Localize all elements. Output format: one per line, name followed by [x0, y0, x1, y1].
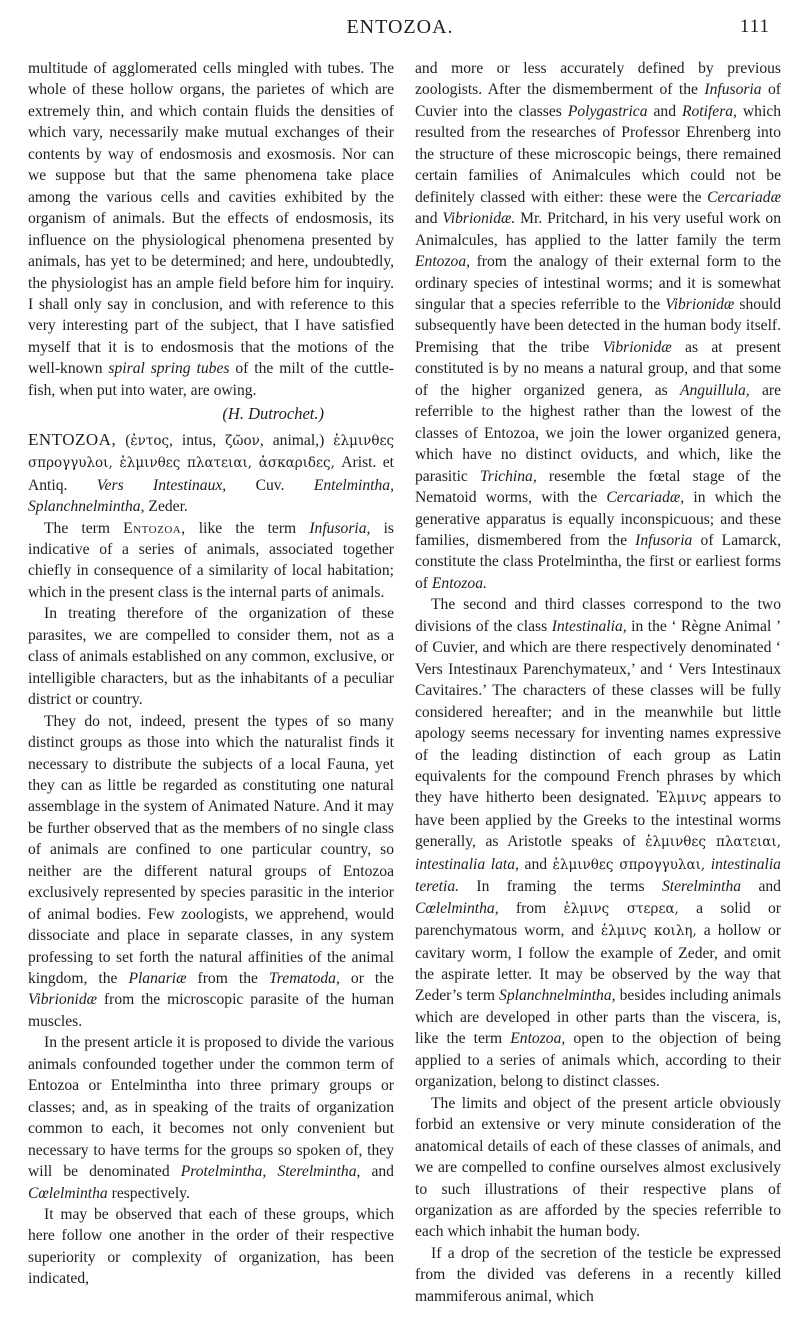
right-column — [415, 58, 781, 1307]
left-column — [28, 58, 394, 1290]
paragraph: In treating therefore of the organization of these parasites, we are compelled to consider them, not as a class of animals established on any common, exclusive, or intelligible characters, but as the inhabitants of a peculiar district or country. — [28, 605, 394, 709]
paragraph: multitude of agglomerated cells mingled with tubes. The whole of these hollow organs, the parietes of which are extremely thin, and which contain fluids the densities of which vary, necessarily make mutual exchanges of their contents by way of endosmosis and exosmosis. Nor can we suppose but that the same phenomena take place among the various cells and cavities exhibited by the organism of animals. But the effects of endosmosis, its influence on the physiological phenomena presented by animals, has yet to be determined; and here, undoubtedly, the physiologist has an ample field before him for inquiry. I shall only say in conclusion, and with reference to this very interesting part of the subject, that I have satisfied myself that it is to endosmosis that the motions of the well-known spiral spring tubes of the milt of the cuttle-fish, when put into water, are owing. — [28, 60, 394, 399]
page-number: 111 — [739, 16, 770, 37]
paragraph: The second and third classes correspond to the two divisions of the class Intestinalia, in the ‘ Règne Animal ’ of Cuvier, and which are there respectively denominated ‘ Vers Intestinaux Parenchymateux,’ and ‘ Vers Intestinaux Cavitaires.’ The characters of these classes will be fully considered hereafter; and in the meanwhile but little apology seems necessary for inventing names expressive of the leading distinction of each group as Latin equivalents for the compound French phrases by which they have hitherto been designated. Ἑλμινς appears to have been applied by the Greeks to the intestinal worms generally, as Aristotle speaks of ἑλμινθες πλατειαι, intestinalia lata, and ἑλμινθες σπρογγυλαι, intestinalia teretia. In framing the terms Sterelmintha and Cœlelmintha, from ἑλμινς στερεα, a solid or parenchymatous worm, and ἑλμινς κοιλη, a hollow or cavitary worm, I follow the example of Zeder, and omit the aspirate letter. It may be observed by the way that Zeder’s term Splanchnelmintha, besides including animals which are developed in other parts than the viscera, is, like the term Entozoa, open to the objection of being applied to a series of animals which, according to their organization, belong to distinct classes. — [415, 596, 782, 1091]
paragraph: It may be observed that each of these groups, which here follow one another in the order of their respective superiority or complexity of organization, has been indicated, — [28, 1206, 394, 1288]
paragraph: The term Entozoa, like the term Infusoria, is indicative of a series of animals, associated together chiefly in consequence of a similarity of local habitation; which in the present class is the internal parts of animals. — [28, 519, 394, 601]
running-head — [0, 14, 800, 44]
paragraph: They do not, indeed, present the types of so many distinct groups as those into which the naturalist finds it necessary to distribute the subjects of a local Fauna, yet they can as little be regarded as constituting one natural assemblage in the system of Animated Nature. And it may be further observed that as the members of no single class of animals are confined to one particular country, so neither are the different natural groups of Entozoa exclusively represented by species parasitic in the interior of animal bodies. Few zoologists, we apprehend, would dissociate and place in separate classes, in any system professing to set forth the natural affinities of the animal kingdom, the Planariæ from the Trematoda, or the Vibrionidæ from the microscopic parasite of the human muscles. — [28, 712, 394, 1030]
entry-heading: ENTOZOA, (ἐντος, intus, ζῶον, animal,) ἑλμινθες σπρογγυλοι, ἑλμινθες πλατειαι, ἀσκαριδες, Arist. et Antiq. Vers Intestinaux, Cuv. Entelmintha, Splanchnelmintha, Zeder. — [28, 429, 395, 516]
paragraph: If a drop of the secretion of the testicle be expressed from the divided vas deferens in a recently killed mammiferous animal, which — [415, 1244, 781, 1305]
author-signature: (H. Dutrochet.) — [222, 404, 324, 424]
paragraph: and more or less accurately defined by previous zoologists. After the dismemberment of the Infusoria of Cuvier into the classes Polygastrica and Rotifera, which resulted from the researches of Professor Ehrenberg into the structure of these microscopic beings, there remained certain families of Animalcules which could not be definitely classed with either: these were the Cercariadæ and Vibrionidæ. Mr. Pritchard, in his very useful work on Animalcules, has applied to the latter family the term Entozoa, from the analogy of their external form to the ordinary species of intestinal worms; and it is somewhat singular that a species referrible to the Vibrionidæ should subsequently have been detected in the human body itself. Premising that the tribe Vibrionidæ as at present constituted is by no means a natural group, and that some of the higher organized genera, as Anguillula, are referrible to the highest rather than the lowest of the classes of Entozoa, we join the lower organized genera, which have no distinct oviducts, and which, like the parasitic Trichina, resemble the fœtal stage of the Nematoid worms, with the Cercariadæ, in which the generative apparatus is equally inconspicuous; and these families, dismembered from the Infusoria of Lamarck, constitute the class Protelmintha, the first or earliest forms of Entozoa. — [415, 60, 782, 592]
running-title: ENTOZOA. — [346, 16, 454, 38]
paragraph: In the present article it is proposed to divide the various animals confounded together under the common term of Entozoa or Entelmintha into three primary groups or classes; and, as in speaking of the traits of organization common to each, it becomes not only convenient but necessary to have terms for the groups so spoken of, they will be denominated Protelmintha, Sterelmintha, and Cœlelmintha respectively. — [28, 1034, 394, 1202]
paragraph: The limits and object of the present article obviously forbid an extensive or very minute consideration of the anatomical details of each of these classes of animals, and we are compelled to confine ourselves almost exclusively to such illustrations of their respective plans of organization as are afforded by the species referrible to each which inhabit the human body. — [415, 1094, 781, 1241]
